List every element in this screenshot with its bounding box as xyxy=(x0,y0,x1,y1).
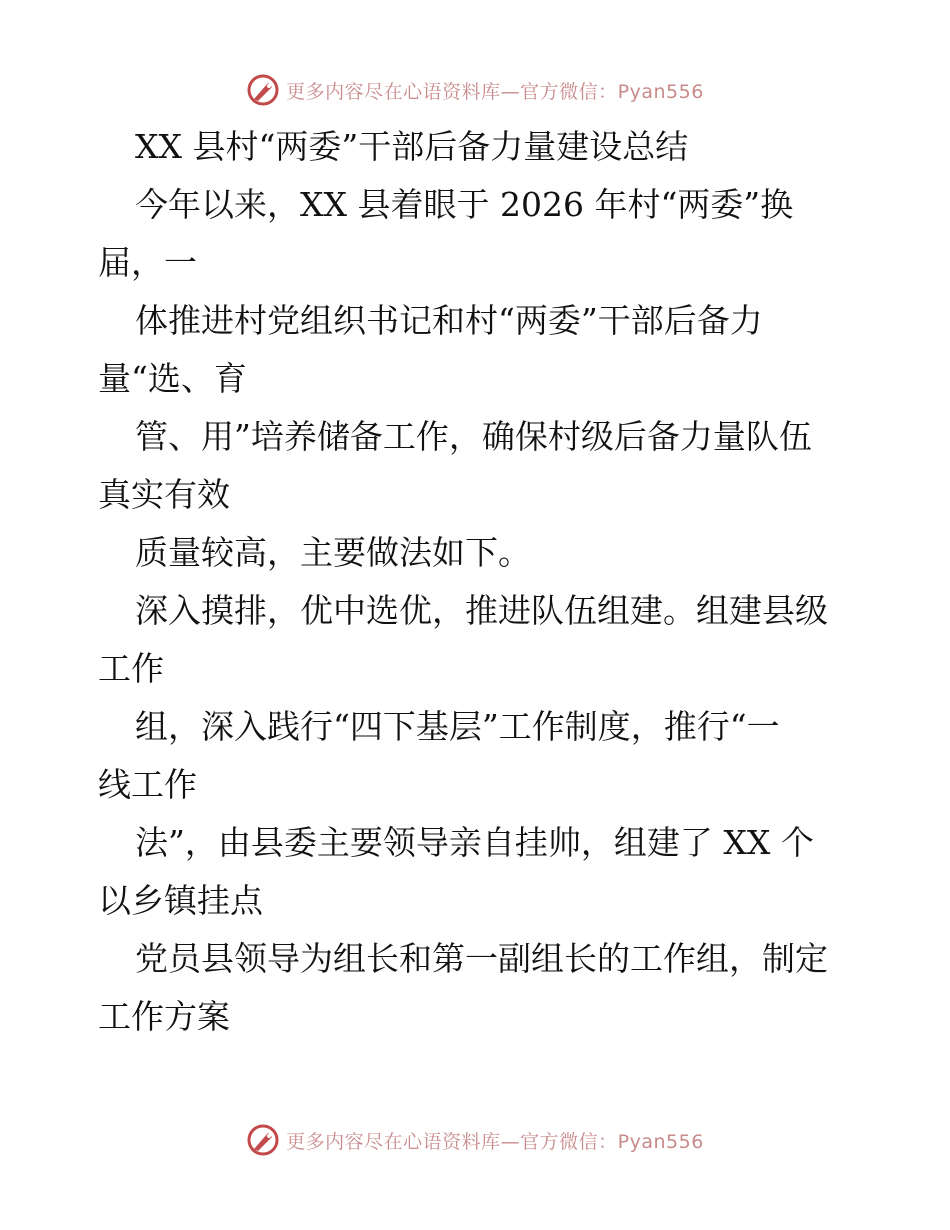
paragraph-line: 管、用”培养储备工作，确保村级后备力量队伍 xyxy=(135,417,812,456)
paragraph-line: 体推进村党组织书记和村“两委”干部后备力 xyxy=(135,301,763,340)
paragraph-line: 法”，由县委主要领导亲自挂帅，组建了 XX 个 xyxy=(135,823,814,862)
paragraph-line: 线工作 xyxy=(98,765,197,804)
paragraph-line: 深入摸排，优中选优，推进队伍组建。组建县级 xyxy=(135,591,828,630)
paragraph-line: 真实有效 xyxy=(98,475,230,514)
paragraph-line: 今年以来，XX 县着眼于 2026 年村“两委”换 xyxy=(135,185,794,224)
document-title: XX 县村“两委”干部后备力量建设总结 xyxy=(135,127,689,166)
pen-nib-logo-icon xyxy=(246,73,280,107)
paragraph-line: 工作方案 xyxy=(98,997,230,1036)
paragraph-line: 届，一 xyxy=(98,243,197,282)
paragraph-line: 组，深入践行“四下基层”工作制度，推行“一 xyxy=(135,707,780,746)
paragraph-line: 质量较高，主要做法如下。 xyxy=(135,533,531,572)
header-watermark xyxy=(0,70,950,110)
paragraph-line: 量“选、育 xyxy=(98,359,247,398)
paragraph-line: 党员县领导为组长和第一副组长的工作组，制定 xyxy=(135,939,828,978)
paragraph-line: 以乡镇挂点 xyxy=(98,881,263,920)
watermark-text: 更多内容尽在心语资料库—官方微信：Pyan556 xyxy=(286,80,704,103)
footer-watermark xyxy=(0,1120,950,1160)
paragraph-line: 工作 xyxy=(98,649,164,688)
watermark-text: 更多内容尽在心语资料库—官方微信：Pyan556 xyxy=(286,1130,704,1153)
pen-nib-logo-icon xyxy=(246,1123,280,1157)
